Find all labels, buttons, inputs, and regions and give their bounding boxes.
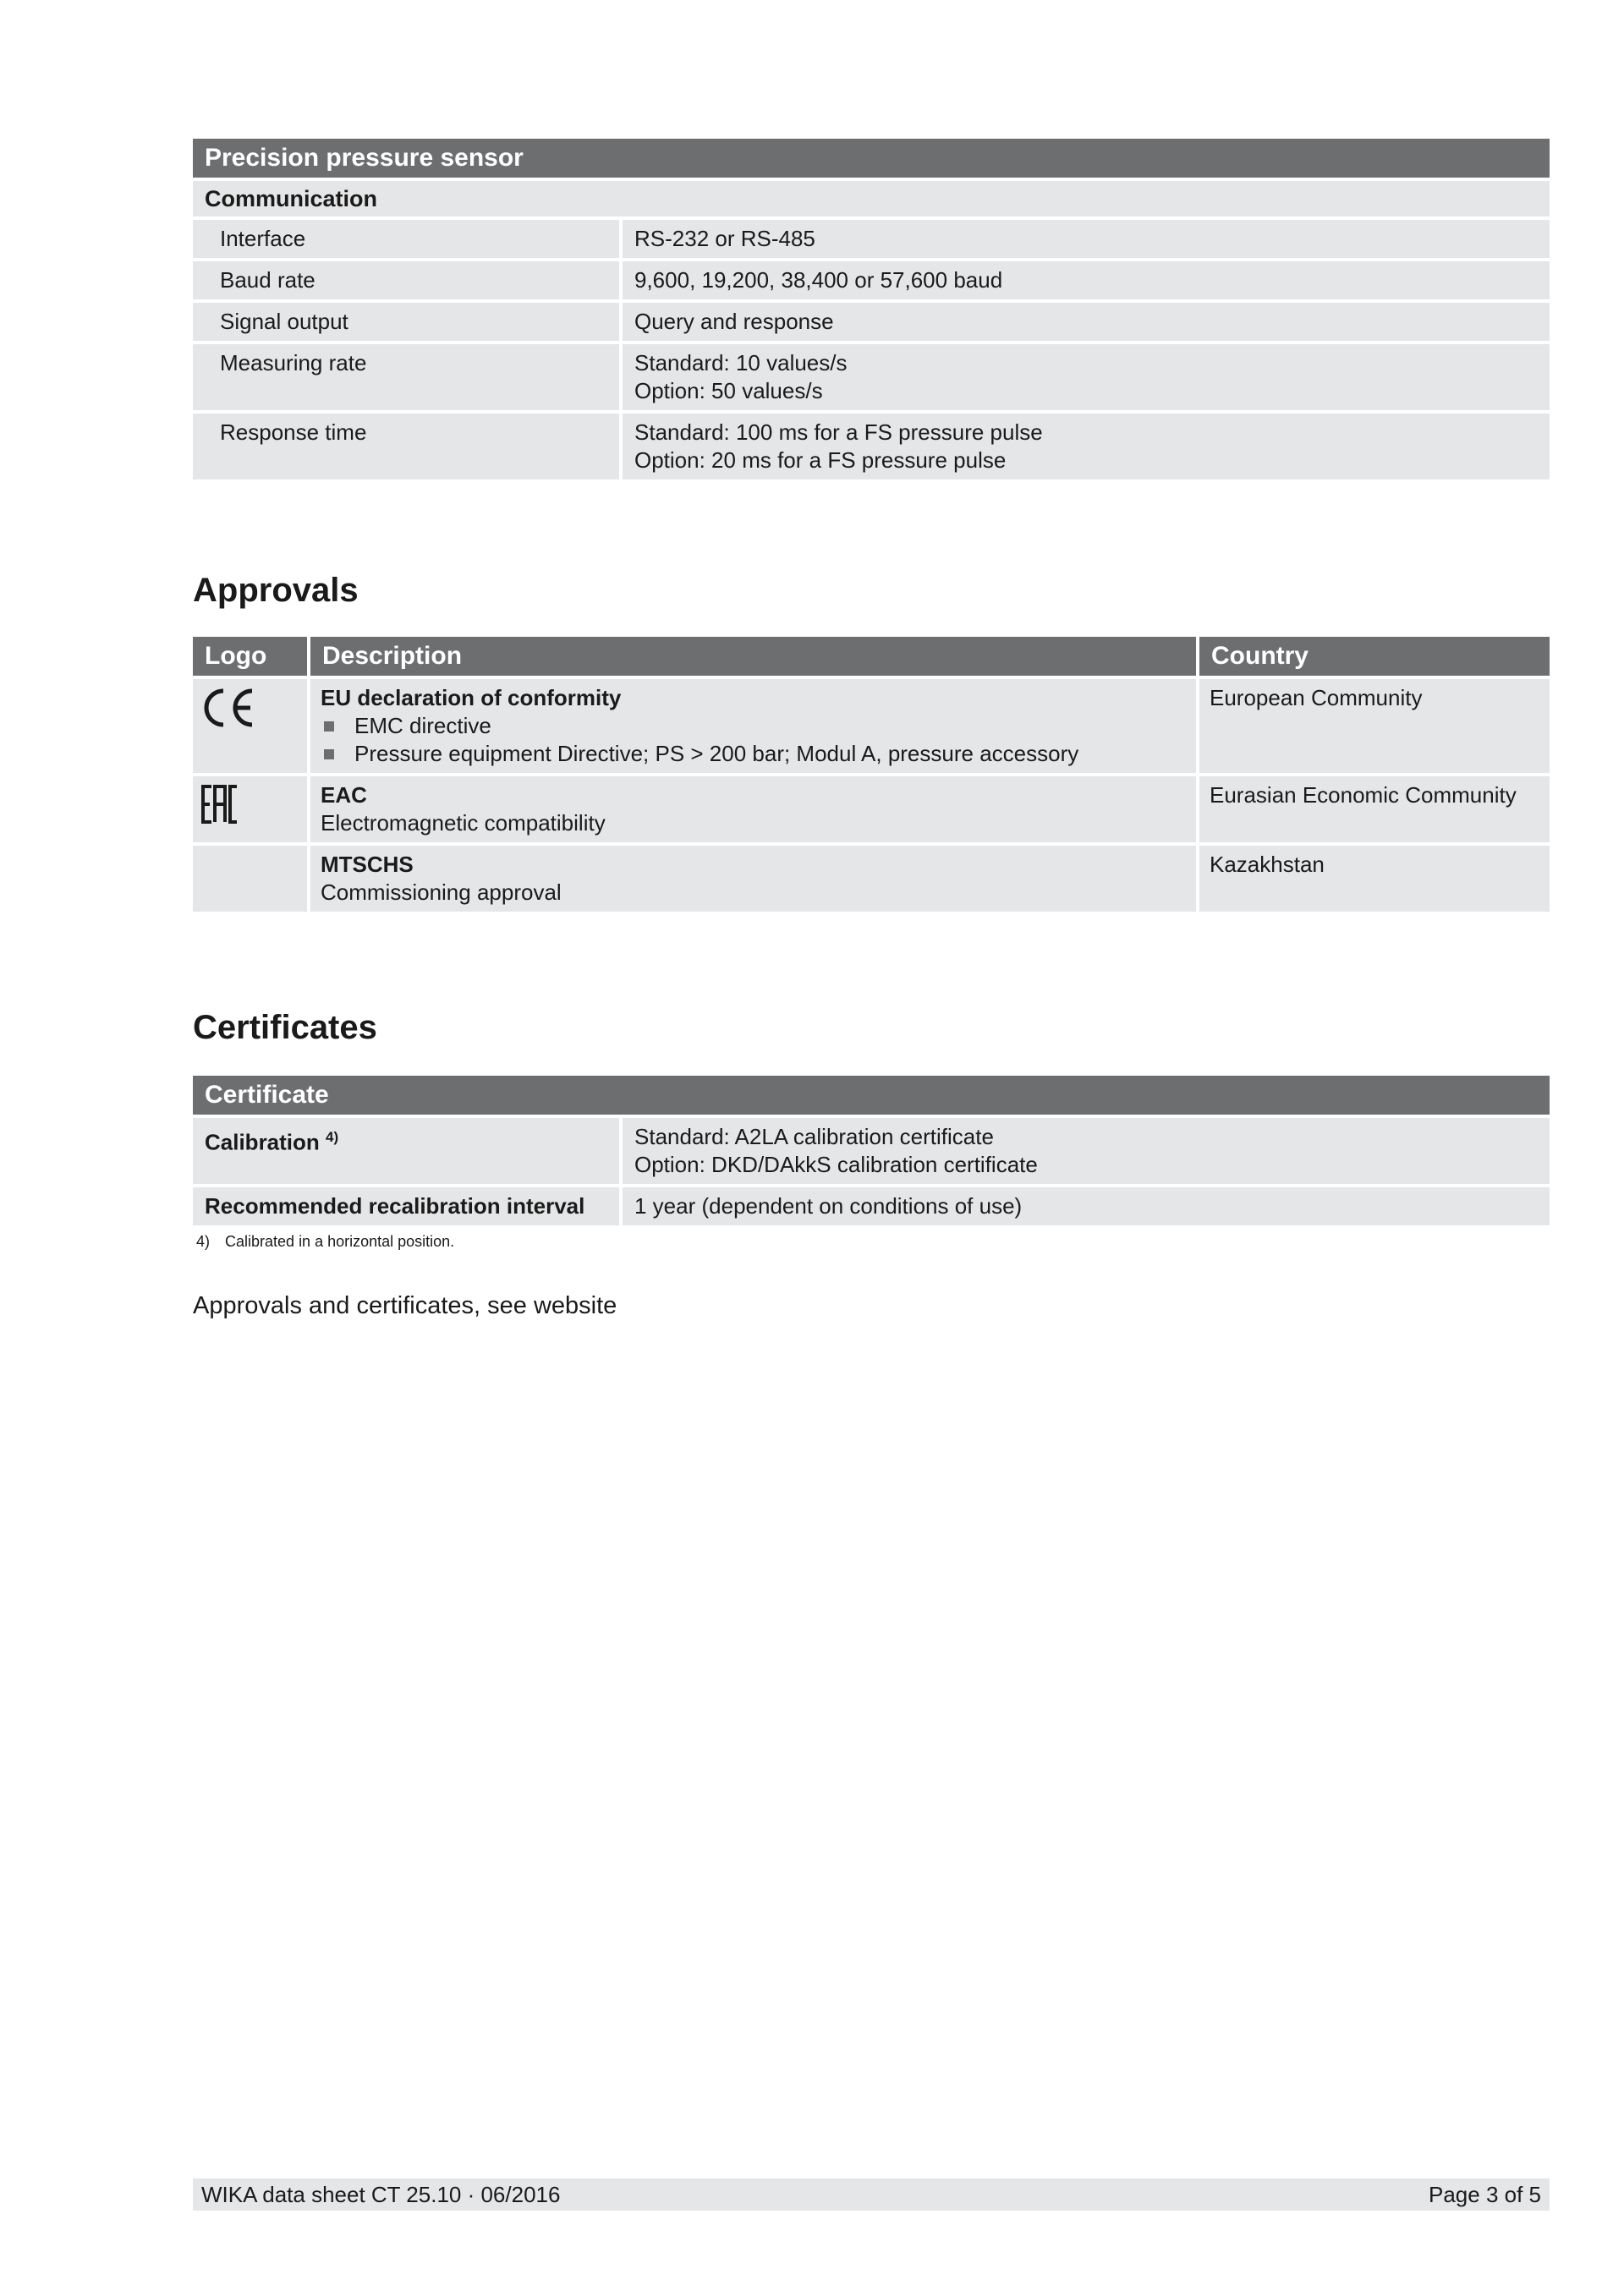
table-row: [193, 776, 1550, 842]
table-row: [193, 414, 1550, 479]
table-row: [193, 220, 1550, 258]
list-item: Pressure equipment Directive; PS > 200 bar; Modul A, pressure accessory: [321, 740, 1186, 768]
row-value: 9,600, 19,200, 38,400 or 57,600 baud: [623, 261, 1550, 299]
page-footer: [193, 2178, 1550, 2211]
row-label: Baud rate: [193, 261, 619, 299]
section-communication: Communication: [193, 181, 1550, 216]
sensor-table: [193, 139, 1550, 483]
approval-country: European Community: [1199, 679, 1550, 773]
footnote-number: 4): [196, 1233, 211, 1250]
col-country: Country: [1199, 637, 1550, 676]
approvals-heading: Approvals: [193, 572, 359, 609]
bullet-icon: [324, 749, 334, 759]
col-description: Description: [310, 637, 1196, 676]
value-line: Standard: 100 ms for a FS pressure pulse: [634, 419, 1043, 445]
footer-doc-info: WIKA data sheet CT 25.10 · 06/2016: [201, 2181, 561, 2207]
approval-title: EU declaration of conformity: [321, 685, 622, 710]
row-value: [623, 344, 1550, 410]
value-line: Standard: 10 values/s: [634, 350, 848, 375]
table-row: [193, 1187, 1550, 1225]
value-line: Standard: A2LA calibration certificate: [634, 1124, 994, 1149]
table-row: [193, 1118, 1550, 1184]
approval-title: MTSCHS: [321, 852, 414, 877]
empty-logo-cell: [193, 846, 307, 912]
approval-title: EAC: [321, 782, 367, 808]
table-row: [193, 303, 1550, 341]
approvals-table: [193, 637, 1550, 915]
page-number: Page 3 of 5: [1429, 2181, 1541, 2207]
row-label: Response time: [193, 414, 619, 479]
value-line: Option: 50 values/s: [634, 378, 823, 403]
row-value: [623, 1118, 1550, 1184]
list-item: EMC directive: [321, 712, 1186, 740]
approval-text: Commissioning approval: [321, 879, 562, 905]
eac-mark-icon: [193, 776, 307, 842]
footnote: [196, 1233, 469, 1251]
row-value: [623, 414, 1550, 479]
sensor-table-title: Precision pressure sensor: [193, 139, 1550, 178]
certificates-table: [193, 1076, 1550, 1229]
row-value: Query and response: [623, 303, 1550, 341]
approval-country: Kazakhstan: [1199, 846, 1550, 912]
col-certificate: Certificate: [193, 1076, 1550, 1115]
ce-mark-icon: [193, 679, 307, 773]
footnote-ref: 4): [326, 1129, 339, 1145]
row-label: Signal output: [193, 303, 619, 341]
row-label: Recommended recalibration interval: [193, 1187, 619, 1225]
value-line: Option: DKD/DAkkS calibration certificate: [634, 1152, 1038, 1177]
col-logo: Logo: [193, 637, 307, 676]
row-label: Measuring rate: [193, 344, 619, 410]
row-label: Calibration $^{4)}$: [193, 1118, 619, 1184]
value-line: Option: 20 ms for a FS pressure pulse: [634, 447, 1007, 473]
row-value: 1 year (dependent on conditions of use): [623, 1187, 1550, 1225]
table-row: [193, 344, 1550, 410]
remark-text: Approvals and certificates, see website: [193, 1292, 617, 1319]
row-label: Interface: [193, 220, 619, 258]
table-row: [193, 846, 1550, 912]
table-row: [193, 261, 1550, 299]
approval-text: Electromagnetic compatibility: [321, 810, 606, 836]
certificates-heading: Certificates: [193, 1009, 377, 1046]
footnote-text: Calibrated in a horizontal position.: [225, 1233, 455, 1250]
bullet-icon: [324, 721, 334, 732]
row-value: RS-232 or RS-485: [623, 220, 1550, 258]
table-row: [193, 679, 1550, 773]
approval-country: Eurasian Economic Community: [1199, 776, 1550, 842]
